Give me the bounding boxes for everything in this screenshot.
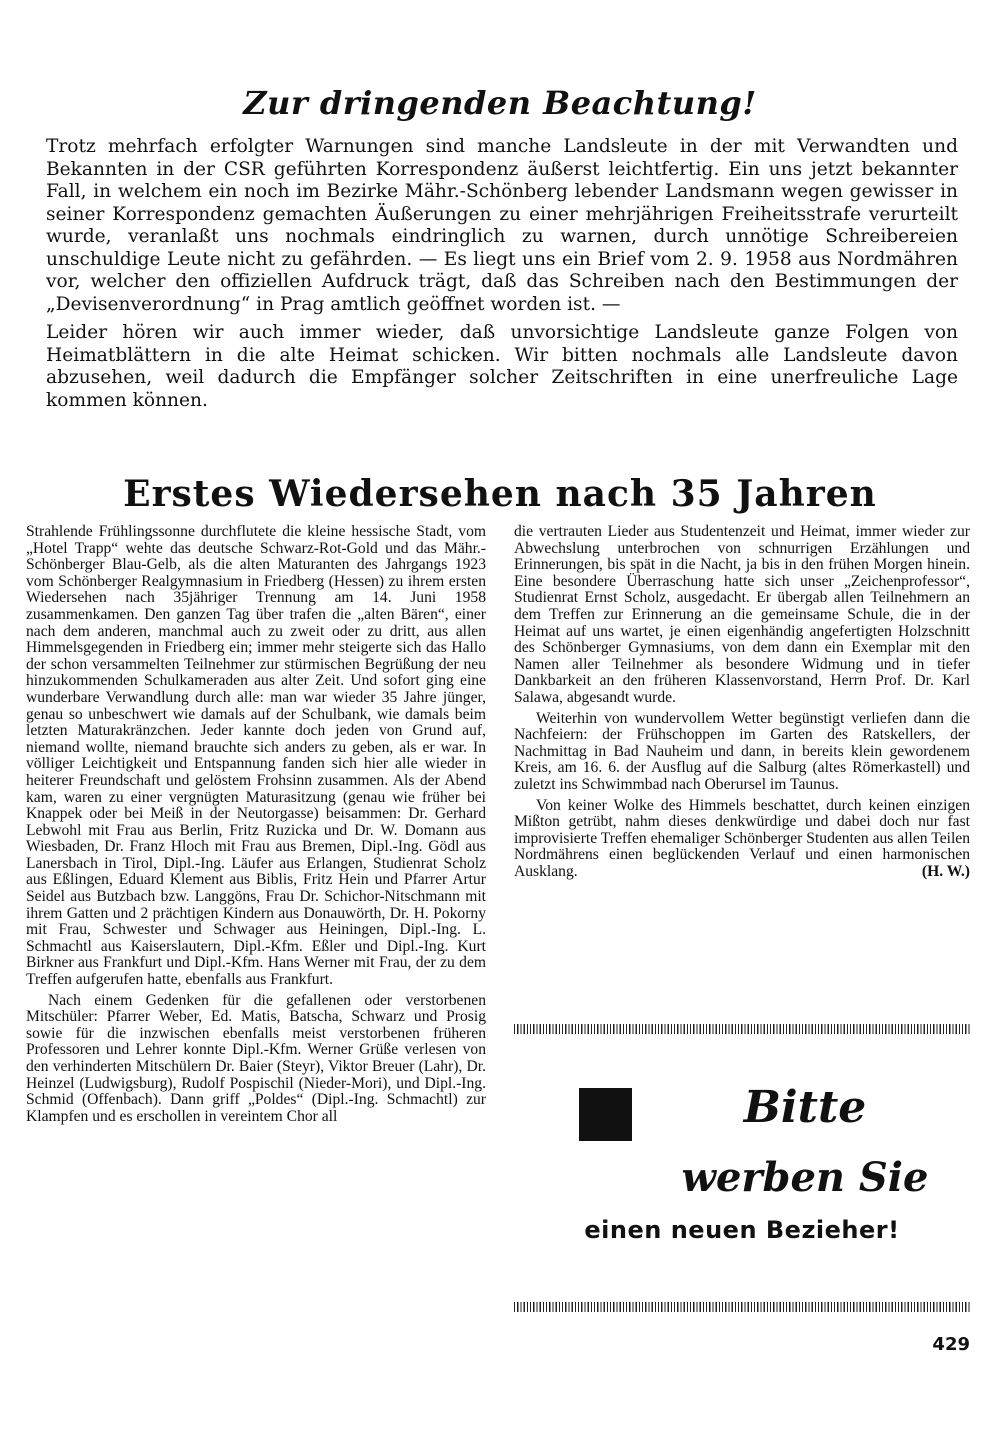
ad-rule-top — [514, 1024, 970, 1034]
ad-rule-bottom — [514, 1302, 970, 1312]
page-number: 429 — [932, 1334, 970, 1355]
article-paragraph: Weiterhin von wundervollem Wetter begünstigt verliefen dann die Nachfeiern: der Frühschoppen im Garten des Ratskellers, der Nachmittag in Bad Nauheim und dann, in bereits klein gewordenem Kreis, am 16. 6. der Ausflug auf die Salburg (altes Römerkastell) und zuletzt ins Schwimmbad nach Oberursel im Taunus. — [514, 709, 970, 793]
article-column-left — [26, 524, 486, 1129]
ad-subline: einen neuen Bezieher! — [584, 1216, 900, 1244]
notice-paragraph: Trotz mehrfach erfolgter Warnungen sind manche Landsleute in der mit Verwandten und Bekannten in der CSR geführten Korrespondenz äußerst leichtfertig. Ein uns jetzt bekannter Fall, in welchem ein noch im Bezirke Mähr.-Schönberg lebender Landsmann wegen gewisser in seiner Korrespondenz gemachten Äußerungen zu einer mehrjährigen Freiheitsstrafe verurteilt wurde, veranlaßt uns nochmals eindringlich zu warnen, durch unnötige Schreibereien unschuldige Leute nicht zu gefährden. — Es liegt uns ein Brief vom 2. 9. 1958 aus Nordmähren vor, welcher den offiziellen Aufdruck trägt, daß das Schreiben nach den Bestimmungen der „Devisenverordnung“ in Prag amtlich geöffnet worden ist. — — [46, 136, 958, 315]
article-paragraph: die vertrauten Lieder aus Studentenzeit und Heimat, immer wieder zur Abwechslung unterbrochen von schnurrigen Erzählungen und Erinnerungen, bis spät in die Nacht, ja bis in den frühen Morgen hinein. Eine besondere Überraschung hatte sich unser „Zeichenprofessor“, Studienrat Ernst Scholz, ausgedacht. Er übergab allen Teilnehmern an dem Treffen zur Erinnerung an die gemeinsame Schule, die in der Heimat auf uns wartet, je einen eigenhändig angefertigten Holzschnitt des Schönberger Gymnasiums, von dem dann ein Exemplar mit den Namen aller Teilnehmer als besondere Widmung und in tiefer Dankbarkeit an den früheren Klassenvorstand, Herrn Prof. Dr. Karl Salawa, abgesandt wurde. — [514, 523, 970, 706]
article-paragraph — [514, 798, 970, 881]
ad-headline-2: werben Sie — [681, 1154, 929, 1201]
article-column-right — [514, 524, 970, 884]
notice-paragraph: Leider hören wir auch immer wieder, daß unvorsichtige Landsleute ganze Folgen von Heimatblättern in die alte Heimat schicken. Wir bitten nochmals alle Landsleute davon abzusehen, weil dadurch die Empfänger solcher Zeitschriften in eine unerfreuliche Lage kommen können. — [46, 322, 958, 411]
article-paragraph: Nach einem Gedenken für die gefallenen oder verstorbenen Mitschüler: Pfarrer Weber, Ed. Matis, Batscha, Schwarz und Prosig sowie für die inzwischen ebenfalls meist verstorbenen früheren Professoren und Lehrer konnte Dipl.-Kfm. Werner Grüße verlesen von den verhinderten Mitschülern Dr. Baier (Steyr), Viktor Breuer (Lahr), Dr. Heinzel (Ludwigsburg), Rudolf Pospischil (Nieder-Mori), und Dipl.-Ing. Schmid (Offenbach). Dann griff „Poldes“ (Dipl.-Ing. Schmachtl) zur Klampfen und es erschollen in vereintem Chor all — [26, 991, 486, 1125]
article-paragraph: Strahlende Frühlingssonne durchflutete die kleine hessische Stadt, vom „Hotel Trapp“ wehte das deutsche Schwarz-Rot-Gold und das Mähr.-Schönberger Blau-Gelb, als die alten Maturanten des Jahrgangs 1923 vom Schönberger Realgymnasium in Friedberg (Hessen) zu ihrem ersten Wiedersehen nach 35jähriger Trennung am 14. Juni 1958 zusammenkamen. Den ganzen Tag über trafen die „alten Bären“, einer nach dem anderen, manchmal auch zu zweit oder zu dritt, aus allen Himmelsgegenden in Friedberg ein; immer mehr steigerte sich das Hallo der schon versammelten Teilnehmer zur stürmischen Begrüßung der neu hinzukommenden Schulkameraden aus alter Zeit. Und sofort ging eine wunderbare Verwandlung durch alle: man war wieder 35 Jahre jünger, genau so unbeschwert wie damals auf der Schulbank, wie damals beim letzten Maturakränzchen. Jeder kannte doch jeden von Grund auf, niemand wollte, niemand brauchte sich anders zu geben, als er war. In völliger Leichtigkeit und Entspannung fanden sich hier alle wieder in heiterer Freundschaft und gelöstem Frohsinn zusammen. Als der Abend kam, waren zu einer vergnügten Maturasitzung (genau wie früher bei Knappek oder bei Meiß in der Neutorgasse) beisammen: Dr. Gerhard Lebwohl mit Frau aus Berlin, Fritz Ruzicka und Dr. W. Domann aus Wiesbaden, Dr. Franz Hloch mit Frau aus Bremen, Dipl.-Ing. Gödl aus Lanersbach in Tirol, Dipl.-Ing. Läufer aus Erlangen, Studienrat Scholz aus Eßlingen, Eduard Klement aus Biblis, Fritz Hein und Pfarrer Artur Seidel aus Butzbach bzw. Langgöns, Frau Dr. Schichor-Nitschmann mit ihrem Gatten und 2 prächtigen Kindern aus Donauwörth, Dr. H. Pokorny mit Frau, Schwester und Schwager aus Heiningen, Dipl.-Ing. L. Schmachtl aus Kaiserslautern, Dipl.-Kfm. Eßler und Dipl.-Ing. Kurt Birkner aus Frankfurt und Dipl.-Kfm. Hans Werner mit Frau, der zu dem Treffen aufgerufen hatte, ebenfalls aus Frankfurt. — [26, 523, 486, 989]
article-paragraph-text: Von keiner Wolke des Himmels beschattet, durch keinen einzigen Mißton getrübt, nahm dieses denkwürdige und dabei doch nur fast improvisierte Treffen ehemaliger Schönberger Studenten aus allen Teilen Nordmährens einen beglückenden Verlauf und einen harmonischen Ausklang. — [514, 796, 970, 880]
ad-black-square — [579, 1088, 632, 1141]
ad-headline-1: Bitte — [743, 1082, 867, 1133]
notice-title: Zur dringenden Beachtung! — [243, 84, 757, 122]
article-signature: (H. W.) — [921, 862, 970, 880]
notice-body — [46, 136, 958, 418]
article-title: Erstes Wiedersehen nach 35 Jahren — [123, 473, 877, 515]
